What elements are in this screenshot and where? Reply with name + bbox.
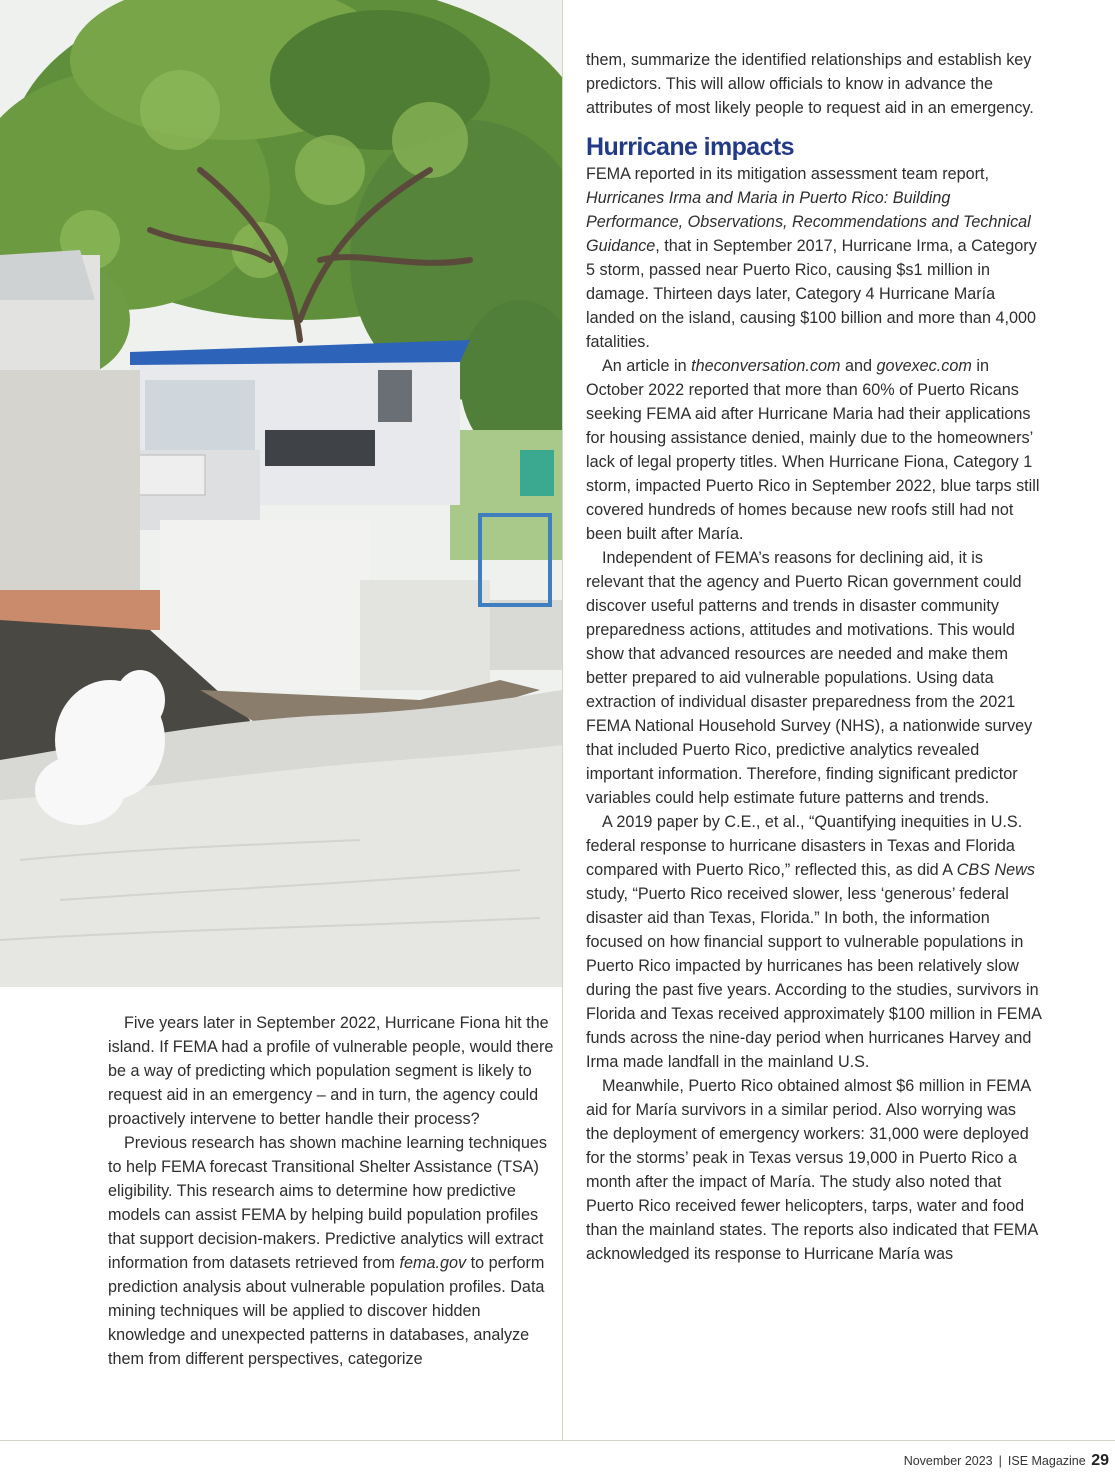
body-paragraph: them, summarize the identified relationships and establish key predictors. This will allow officials to know in advance the attributes of most likely people to request aid in an emergency. (586, 51, 1034, 117)
body-paragraph: An article in theconversation.com and govexec.com in October 2022 reported that more than 60% of Puerto Ricans seeking FEMA aid after Hurricane Maria had their applications for housing assistance denied, mainly due to the homeowners’ lack of legal property titles. When Hurricane Fiona, Category 1 storm, impacted Puerto Rico in September 2022, blue tarps still covered hundreds of homes because new roofs still had not been built after María. (586, 357, 1040, 543)
body-paragraph: FEMA reported in its mitigation assessment team report, Hurricanes Irma and Maria in Puerto Rico: Building Performance, Observations, Recommendations and Technical Guidance, that in September 2017, Hurricane Irma, a Category 5 storm, passed near Puerto Rico, causing $s1 million in damage. Thirteen days later, Category 4 Hurricane María landed on the island, causing $100 billion and more than 4,000 fatalities. (586, 165, 1037, 351)
body-paragraph: Five years later in September 2022, Hurricane Fiona hit the island. If FEMA had a profile of vulnerable people, would there be a way of predicting which population segment is likely to request aid in an emergency – and in turn, the agency could proactively intervene to better handle their process? (108, 1014, 554, 1128)
coastal-houses-photo (0, 0, 562, 987)
body-paragraph: Independent of FEMA’s reasons for declining aid, it is relevant that the agency and Puerto Rican government could discover useful patterns and trends in disaster community preparedness actions, attitudes and motivations. This would show that advanced resources are needed and make them better prepared to aid vulnerable populations. Using data extraction of individual disaster preparedness from the 2021 FEMA National Household Survey (NHS), a nationwide survey that included Puerto Rico, predictive analytics revealed important information. Therefore, finding significant predictor variables could help estimate future patterns and trends. (586, 549, 1033, 807)
footer-separator: | (998, 1454, 1002, 1468)
right-column (586, 48, 1042, 1266)
body-paragraph: Meanwhile, Puerto Rico obtained almost $6 million in FEMA aid for María survivors in a similar period. Also worrying was the deployment of emergency workers: 31,000 were deployed for the storms’ peak in Texas versus 19,000 in Puerto Rico a month after the impact of María. The study also noted that Puerto Rico received fewer helicopters, tarps, water and food than the mainland states. The reports also indicated that FEMA acknowledged its response to Hurricane María was (586, 1077, 1038, 1263)
body-paragraph: A 2019 paper by C.E., et al., “Quantifying inequities in U.S. federal response to hurricane disasters in Texas and Florida compared with Puerto Rico,” reflected this, as did A CBS News study, “Puerto Rico received slower, less ‘generous’ federal disaster aid than Texas, Florida.” In both, the information focused on how financial support to vulnerable populations in Puerto Rico impacted by hurricanes has been relatively slow during the past five years. According to the studies, survivors in Florida and Texas received approximately $100 million in FEMA funds across the nine-day period when hurricanes Harvey and Irma made landfall in the mainland U.S. (586, 813, 1041, 1071)
page-footer (904, 1452, 1109, 1470)
footer-date: November 2023 (903, 1454, 993, 1468)
page-number: 29 (1091, 1452, 1109, 1469)
footer-publication: ISE Magazine (1007, 1454, 1086, 1468)
body-paragraph: Previous research has shown machine learning techniques to help FEMA forecast Transitional Shelter Assistance (TSA) eligibility. This research aims to determine how predictive models can assist FEMA by helping build population profiles that support decision-makers. Predictive analytics will extract information from datasets retrieved from fema.gov to perform prediction analysis about vulnerable population profiles. Data mining techniques will be applied to discover hidden knowledge and unexpected patterns in databases, analyze them from different perspectives, categorize (108, 1134, 547, 1368)
photo-illustration (0, 0, 562, 987)
left-column (108, 1011, 560, 1371)
column-divider (562, 0, 563, 1440)
footer-rule (0, 1440, 1115, 1441)
section-heading: Hurricane impacts (586, 133, 794, 161)
